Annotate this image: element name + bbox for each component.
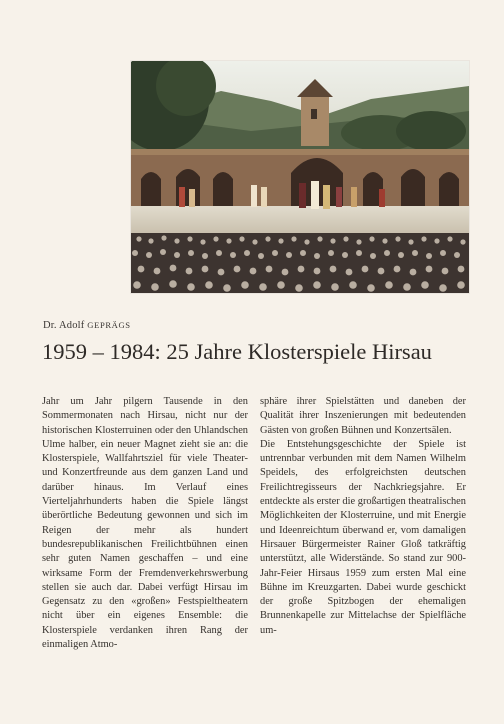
photo-illustration: [131, 61, 469, 293]
article-title: 1959 – 1984: 25 Jahre Klosterspiele Hirsau: [42, 339, 432, 364]
open-air-theater-photo: [131, 61, 469, 293]
body-column-left: [42, 395, 248, 652]
author-byline: [43, 320, 131, 331]
paragraph: Jahr um Jahr pilgern Tausende in den Sommermonaten nach Hirsau, nicht nur der historischen Klosterruinen oder den Uhlandschen Ulme halber, ein neuer Magnet zieht sie an: die Klosterspiele, Wallfahrtsziel für viele Theater- und Konzertfreunde aus dem ganzen Land und darüber hinaus. Im Verlauf eines Vierteljahrhunderts haben die Spiele längst überörtliche Bedeutung gewonnen und sich im Reigen der mehr als hundert bundesrepublikanischen Freilichtbühnen einen sehr guten Namen geschaffen – und eine wirksame Form der Fremdenverkehrswerbung stellen sie auch dar. Dabei verfügt Hirsau im Gegensatz zu den «großen» Festspieltheatern nicht über ein eigenes Ensemble: die Klosterspiele verdanken ihren Rang der einmaligen Atmo-: [42, 396, 248, 651]
body-column-right: [260, 395, 466, 638]
author-first: Dr. Adolf: [43, 320, 85, 331]
author-last: GEPRÄGS: [87, 320, 131, 330]
paragraph: Die Entstehungsgeschichte der Spiele ist untrennbar verbunden mit dem Namen Wilhelm Speidels, des erfolgreichsten deutschen Freilichtregisseurs der Nachkriegsjahre. Er entdeckte als erster die großartigen theatralischen Möglichkeiten der Klosterruine, und mit Energie und Ideenreichtum überwand er, vom damaligen Hirsauer Bürgermeister Rainer Gloß tatkräftig unterstützt, alle Widerstände. So stand zur 900-Jahr-Feier Hirsaus 1959 zum ersten Mal eine Bühne im Kreuzgarten. Dabei wurde geschickt der große Spitzbogen der ehemaligen Brunnenkapelle zur Mittelachse der Spielfläche um-: [260, 438, 466, 636]
paragraph: sphäre ihrer Spielstätten und daneben der Qualität ihrer Inszenierungen mit bedeutenden Gästen von großen Bühnen und Konzertsälen.: [260, 396, 466, 436]
